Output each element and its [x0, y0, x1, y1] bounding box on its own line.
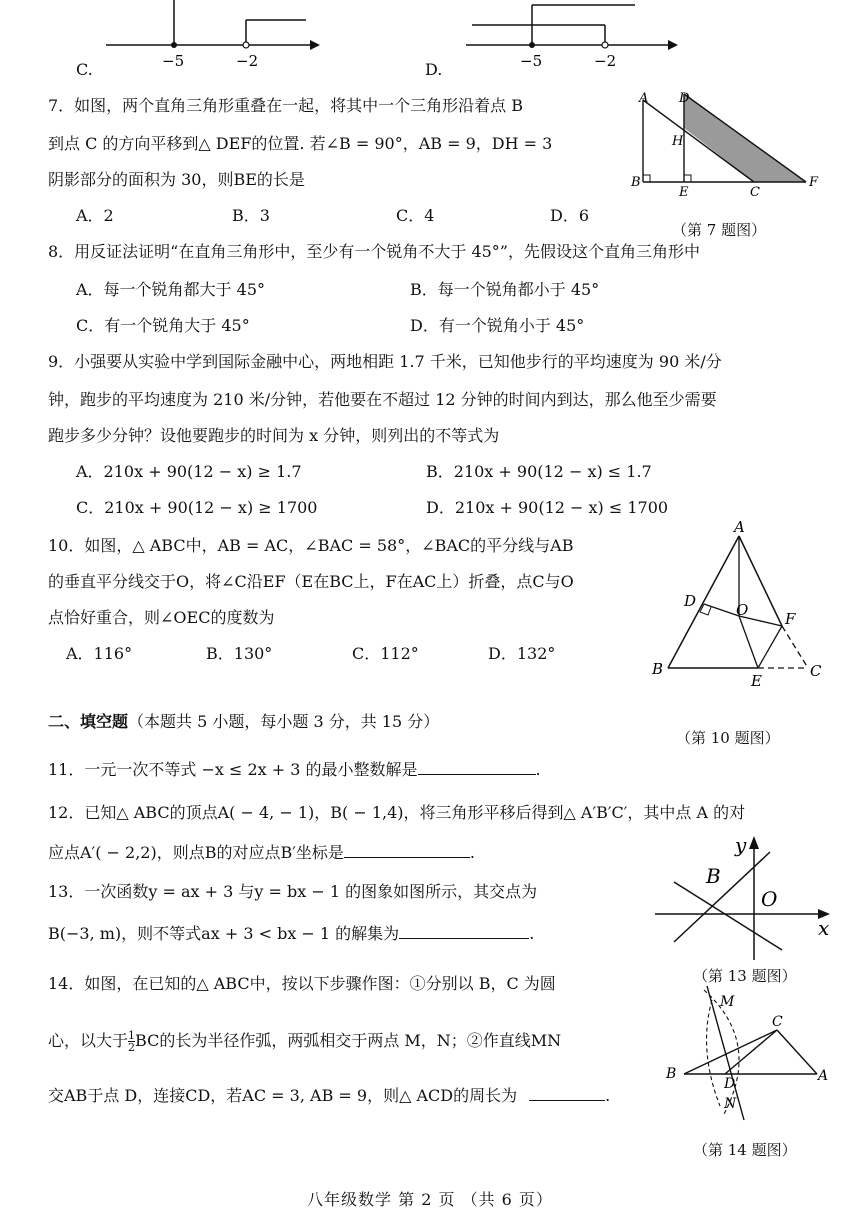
- label-o: O: [736, 601, 749, 619]
- answer-blank[interactable]: [418, 760, 536, 775]
- label-h: H: [672, 134, 684, 149]
- section-heading: [48, 712, 439, 732]
- q9-line1: 9．小强要从实验中学到国际金融中心，两地相距 1.7 千米，已知他步行的平均速度为 90 米/分: [48, 352, 722, 371]
- label-f: F: [809, 175, 819, 190]
- label-b: B: [631, 175, 641, 190]
- label-c: C: [810, 662, 822, 680]
- numberline-c-figure: [70, 0, 330, 85]
- option-label: C.: [76, 60, 93, 79]
- numberline-option-d: [460, 0, 690, 85]
- label-n: N: [724, 1096, 737, 1112]
- label-b: B: [652, 660, 664, 678]
- q9-option-d: D．210x + 90(12 − x) ≤ 1700: [426, 498, 669, 517]
- q14-line3: [48, 1086, 610, 1106]
- q11-end: .: [535, 760, 541, 779]
- label-d: D: [724, 1076, 736, 1092]
- q14-figure-caption: （第 14 题图）: [693, 1141, 797, 1159]
- q12-line2: [48, 843, 475, 863]
- q13-line2: [48, 924, 534, 944]
- q10-figure: [648, 518, 828, 693]
- q14-end: .: [605, 1086, 611, 1105]
- q14-line2-end: BC的长为半径作弧，两弧相交于两点 M，N；②作直线MN: [135, 1031, 562, 1050]
- q7-figure: [625, 88, 825, 198]
- label-c: C: [772, 1014, 783, 1030]
- q7-option-d: D．6: [550, 206, 590, 225]
- q14-figure: [662, 980, 840, 1130]
- q11: [48, 760, 541, 780]
- q8-option-c: C．有一个锐角大于 45°: [76, 316, 250, 335]
- q9-line3: 跑步多少分钟？设他要跑步的时间为 x 分钟，则列出的不等式为: [48, 426, 500, 445]
- section-title: 二、填空题: [48, 712, 129, 731]
- q13-line2-text: B(−3, m)，则不等式ax + 3 < bx − 1 的解集为: [48, 924, 400, 943]
- q10-line3: 点恰好重合，则∠OEC的度数为: [48, 608, 275, 627]
- q13-figure-caption: （第 13 题图）: [693, 967, 797, 985]
- label-d: D: [684, 592, 697, 610]
- tick-label: −2: [236, 52, 259, 70]
- q14-line1: 14．如图，在已知的△ ABC中，按以下步骤作图：①分别以 B，C 为圆: [48, 974, 556, 993]
- q9-option-a: A．210x + 90(12 − x) ≥ 1.7: [76, 462, 302, 481]
- label-o: O: [761, 887, 778, 911]
- tick-label: −5: [162, 52, 185, 70]
- q10-option-b: B．130°: [206, 644, 273, 663]
- q10-line2: 的垂直平分线交于O，将∠C沿EF（E在BC上，F在AC上）折叠，点C与O: [48, 572, 574, 591]
- q12-end: .: [469, 843, 475, 862]
- answer-blank[interactable]: [344, 843, 470, 858]
- q10-option-a: A．116°: [66, 644, 133, 663]
- fraction-denominator: 2: [128, 1041, 136, 1054]
- label-f: F: [785, 610, 796, 628]
- q10-option-d: D．132°: [488, 644, 556, 663]
- label-c: C: [750, 185, 760, 198]
- q7-line2: 到点 C 的方向平移到△ DEF的位置. 若∠B = 90°，AB = 9，DH = 3: [48, 134, 553, 153]
- page-footer: 八年级数学 第 2 页 （共 6 页）: [307, 1190, 553, 1209]
- q11-text: 11．一元一次不等式 −x ≤ 2x + 3 的最小整数解是: [48, 760, 418, 779]
- q7-line1: 7．如图，两个直角三角形重叠在一起，将其中一个三角形沿着点 B: [48, 96, 524, 115]
- q13-figure: [652, 832, 837, 962]
- q12-line1: 12．已知△ ABC的顶点A( − 4, − 1)，B( − 1,4)，将三角形平移后得到△ A′B′C′，其中点 A 的对: [48, 803, 746, 822]
- answer-blank[interactable]: [399, 924, 529, 939]
- q9-line2: 钟，跑步的平均速度为 210 米/分钟，若他要在不超过 12 分钟的时间内到达，那么他至少需要: [48, 390, 717, 409]
- label-y: y: [735, 833, 747, 857]
- label-d: D: [679, 91, 690, 106]
- label-x: x: [818, 916, 830, 940]
- numberline-d-figure: [460, 0, 690, 85]
- label-b: B: [706, 864, 721, 888]
- q7-figure-caption: （第 7 题图）: [672, 221, 767, 239]
- q10-line1: 10．如图，△ ABC中，AB = AC，∠BAC = 58°，∠BAC的平分线与AB: [48, 536, 574, 555]
- q8-option-b: B．每一个锐角都小于 45°: [410, 280, 600, 299]
- q14-line3-text: 交AB于点 D，连接CD，若AC = 3, AB = 9，则△ ACD的周长为: [48, 1086, 518, 1105]
- q7-option-a: A．2: [76, 206, 114, 225]
- section-note: （本题共 5 小题，每小题 3 分，共 15 分）: [128, 712, 440, 731]
- q14-line2: [48, 1030, 561, 1053]
- q8-option-d: D．有一个锐角小于 45°: [410, 316, 585, 335]
- label-e: E: [751, 672, 762, 690]
- tick-label: −2: [594, 52, 617, 70]
- answer-blank[interactable]: [529, 1086, 605, 1101]
- fraction-numerator: 1: [128, 1029, 136, 1042]
- q9-option-c: C．210x + 90(12 − x) ≥ 1700: [76, 498, 318, 517]
- fraction-one-half: [128, 1030, 135, 1053]
- q8-line1: 8．用反证法证明“在直角三角形中，至少有一个锐角不大于 45°”，先假设这个直角三角形中: [48, 242, 700, 261]
- q13-line1: 13．一次函数y = ax + 3 与y = bx − 1 的图象如图所示，其交点为: [48, 882, 538, 901]
- numberline-option-c: [70, 0, 330, 85]
- q10-option-c: C．112°: [352, 644, 419, 663]
- label-e: E: [679, 185, 689, 198]
- q13-end: .: [529, 924, 535, 943]
- q7-line3: 阴影部分的面积为 30，则BE的长是: [48, 170, 305, 189]
- label-m: M: [720, 994, 735, 1010]
- option-label: D.: [425, 60, 443, 79]
- q7-option-c: C．4: [396, 206, 435, 225]
- q14-line2-start: 心，以大于: [48, 1031, 129, 1050]
- label-a: A: [639, 91, 649, 106]
- q9-option-b: B．210x + 90(12 − x) ≤ 1.7: [426, 462, 652, 481]
- q10-figure-caption: （第 10 题图）: [676, 729, 780, 747]
- q12-line2-text: 应点A′( − 2,2)，则点B的对应点B′坐标是: [48, 843, 344, 862]
- label-a: A: [818, 1068, 829, 1084]
- label-b: B: [666, 1066, 677, 1082]
- q7-option-b: B．3: [232, 206, 270, 225]
- tick-label: −5: [520, 52, 543, 70]
- label-a: A: [734, 518, 745, 536]
- q8-option-a: A．每一个锐角都大于 45°: [76, 280, 266, 299]
